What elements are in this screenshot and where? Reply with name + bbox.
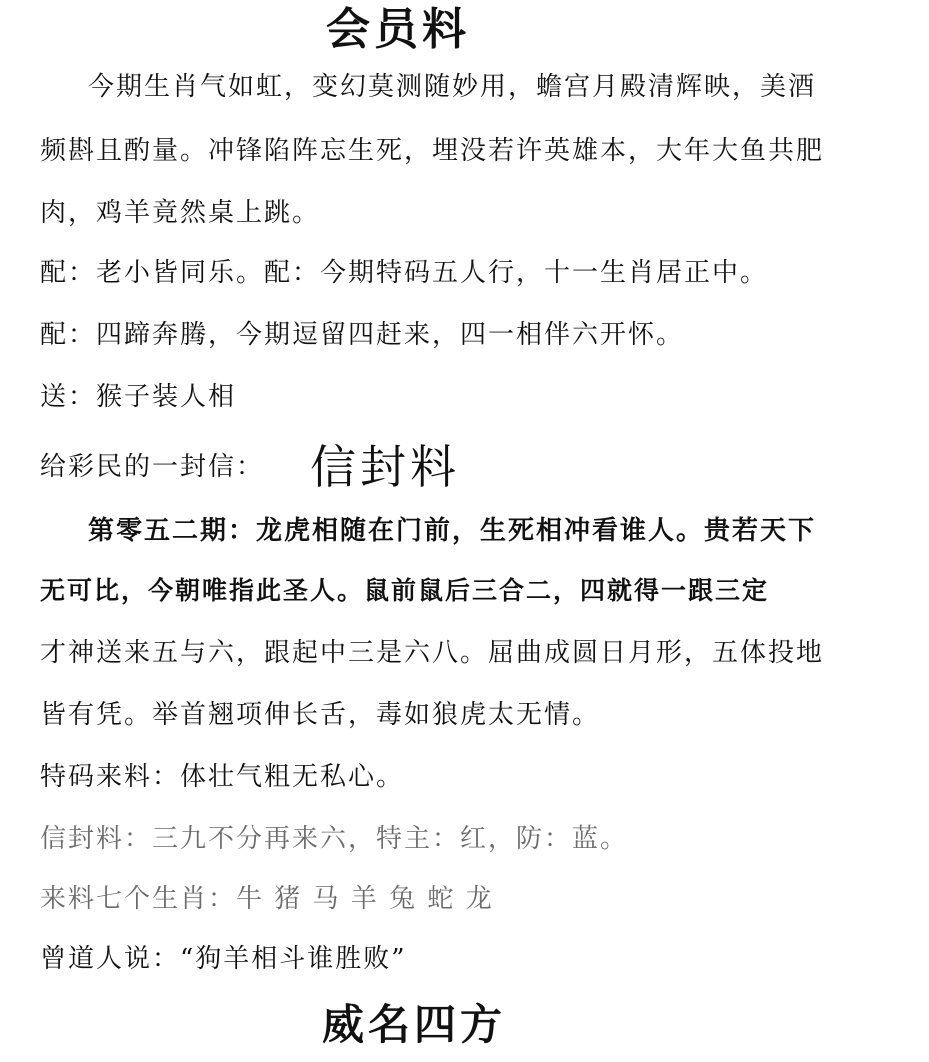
poem-line-2: 频斟且酌量。冲锋陷阵忘生死，埋没若许英雄本，大年大鱼共肥	[40, 136, 825, 166]
tip-line-3: 来料七个生肖：牛 猪 马 羊 兔 蛇 龙	[40, 884, 494, 914]
letter-heading	[40, 440, 461, 494]
member-section-title: 会员料	[326, 4, 470, 55]
hint-line-3: 送：猴子装人相	[40, 382, 237, 412]
letter-line-3: 才神送来五与六，跟起中三是六八。屈曲成圆日月形，五体投地	[40, 638, 825, 668]
tip-line-2: 信封料：三九不分再来六，特主：红，防：蓝。	[40, 824, 629, 854]
hint-line-1: 配：老小皆同乐。配：今期特码五人行，十一生肖居正中。	[40, 258, 769, 288]
tip-line-1: 特码来料：体壮气粗无私心。	[40, 762, 405, 792]
footer-title: 威名四方	[322, 1000, 507, 1049]
letter-line-2: 无可比，今朝唯指此圣人。鼠前鼠后三合二，四就得一跟三定	[40, 576, 770, 605]
letter-prefix: 给彩民的一封信：	[40, 452, 265, 482]
letter-line-4: 皆有凭。举首翘项伸长舌，毒如狼虎太无情。	[40, 700, 601, 730]
letter-line-1: 第零五二期：龙虎相随在门前，生死相冲看谁人。贵若天下	[88, 516, 817, 546]
poem-line-1: 今期生肖气如虹，变幻莫测随妙用，蟾宫月殿清辉映，美酒	[88, 72, 817, 102]
letter-section-title: 信封料	[310, 440, 461, 494]
hint-line-2: 配：四蹄奔腾，今期逗留四赶来，四一相伴六开怀。	[40, 320, 685, 350]
tip-line-4: 曾道人说：“狗羊相斗谁胜败”	[40, 944, 407, 974]
poem-line-3: 肉，鸡羊竟然桌上跳。	[40, 198, 321, 228]
